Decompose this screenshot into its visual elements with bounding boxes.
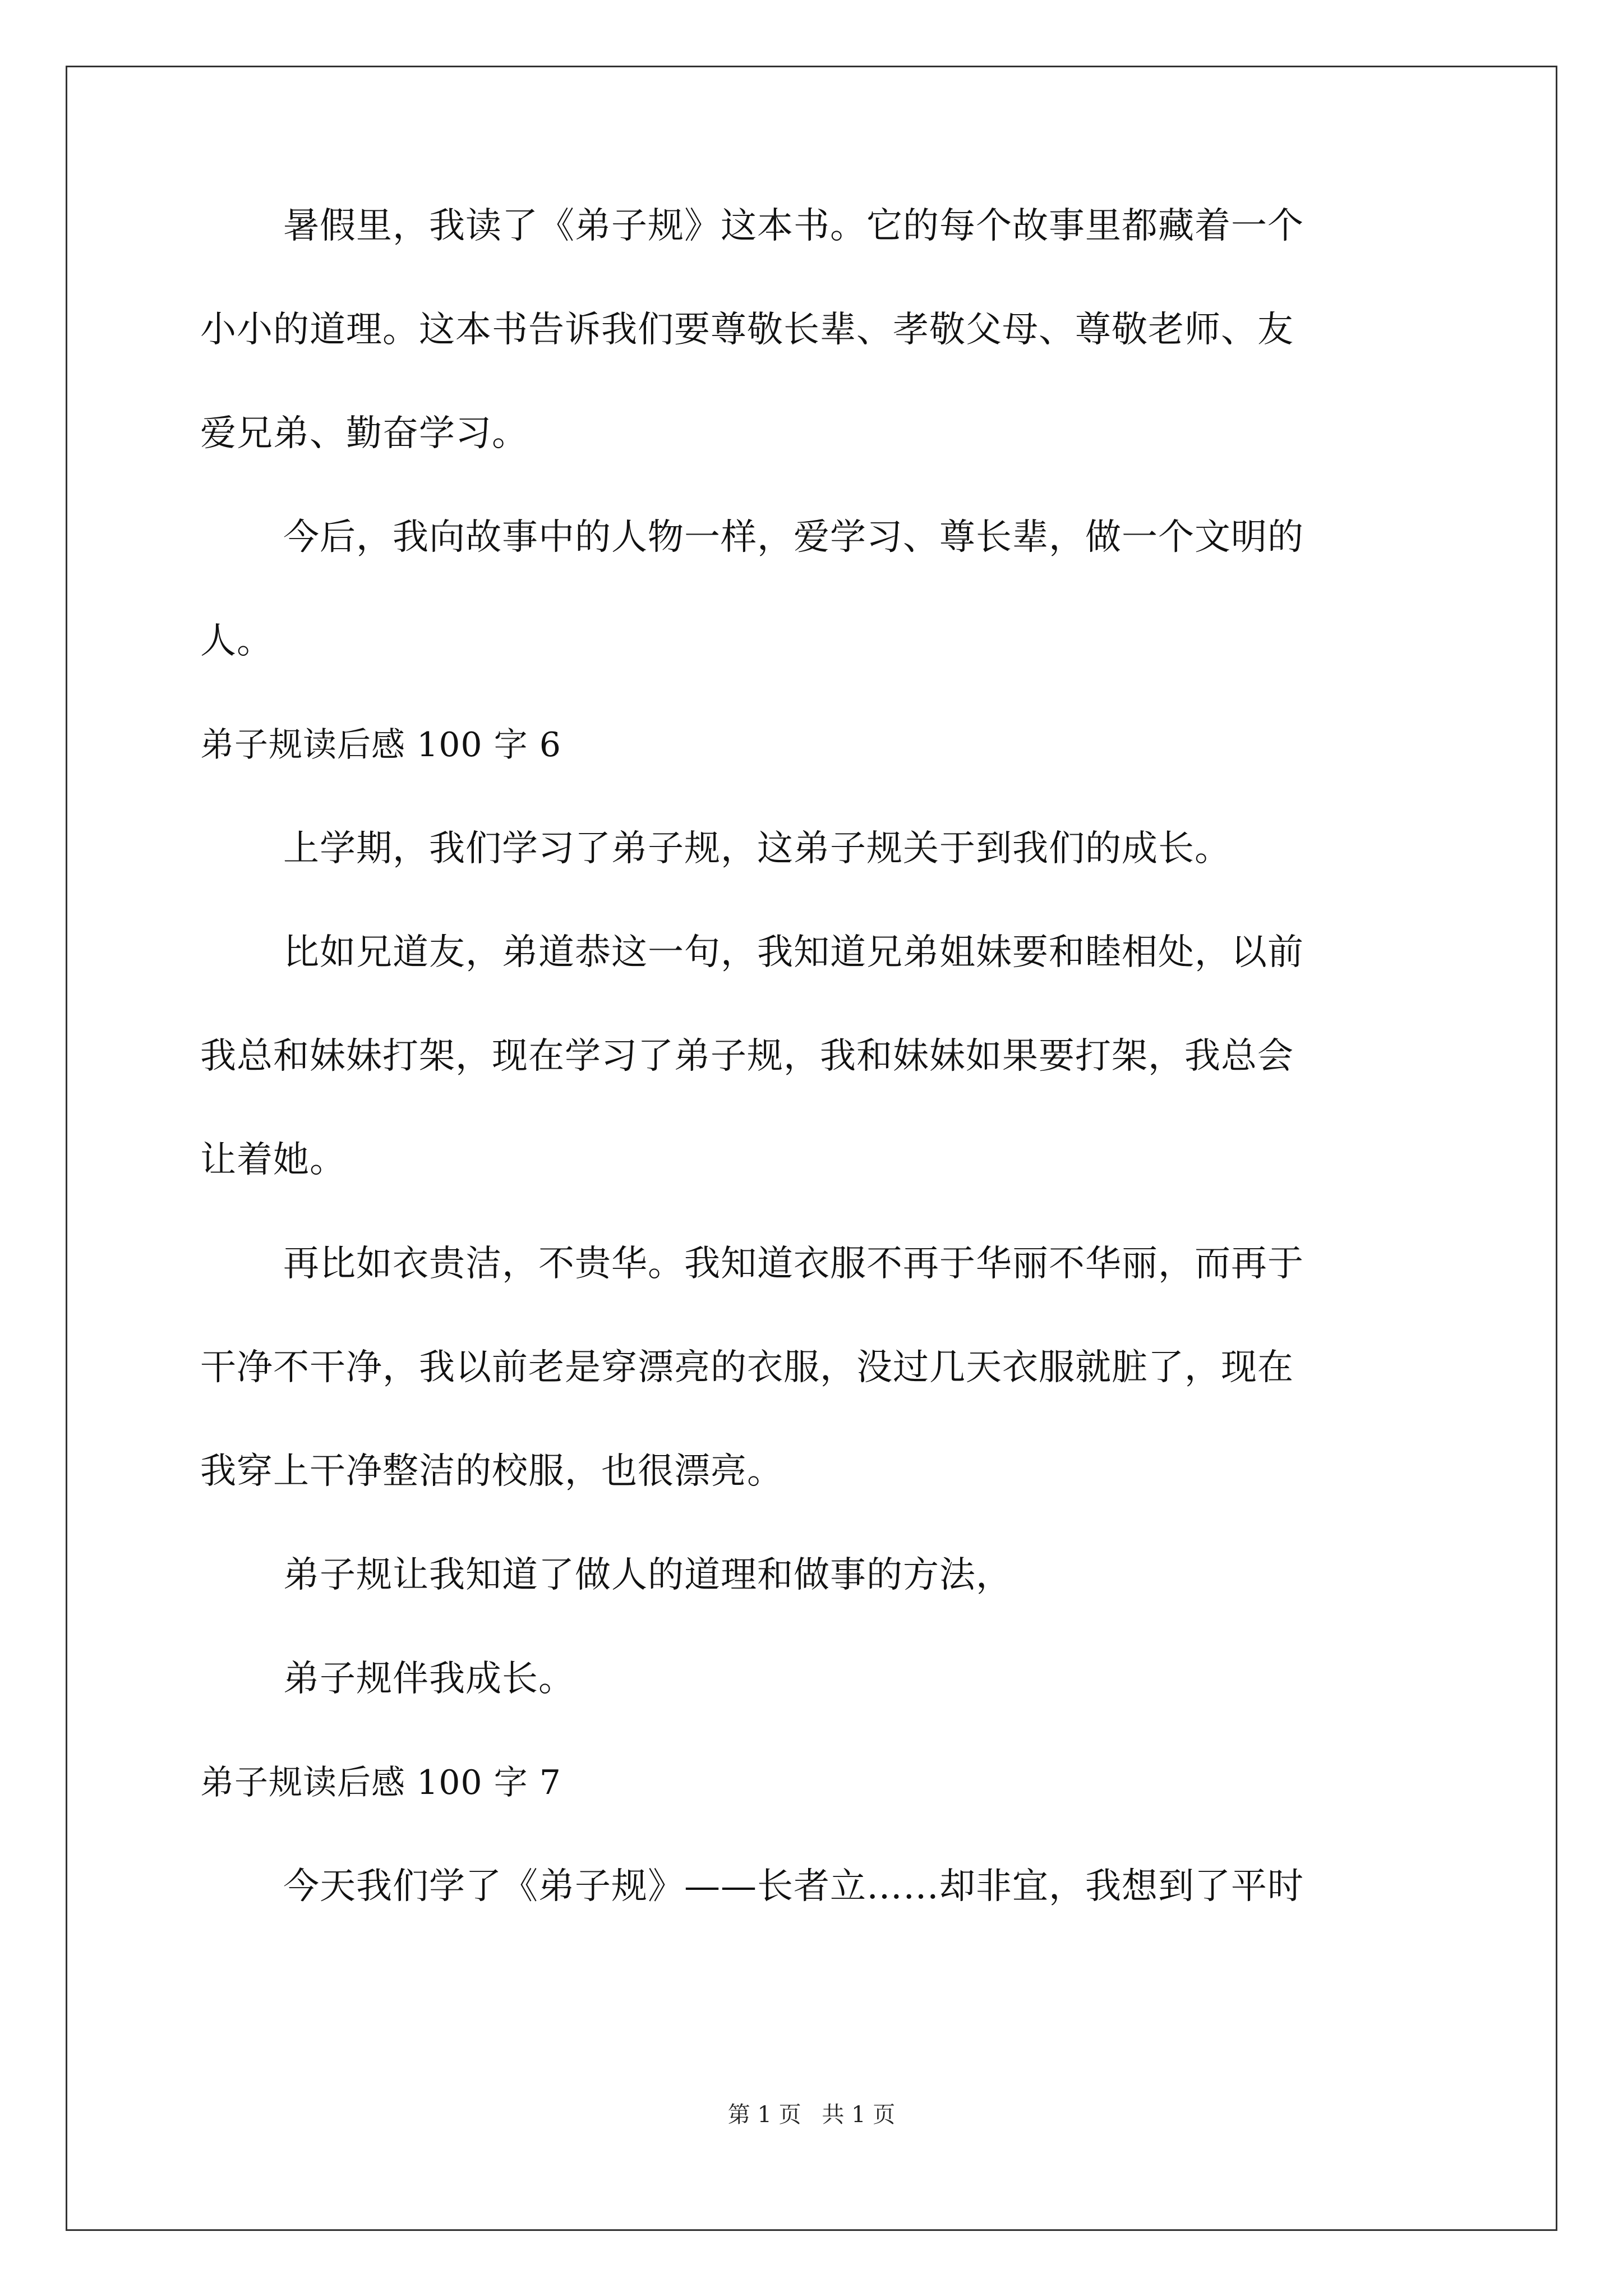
paragraph-4-line-1: 比如兄道友，弟道恭这一句，我知道兄弟姐妹要和睦相处，以前 (283, 932, 1304, 973)
paragraph-6-line-1: 弟子规让我知道了做人的道理和做事的方法， (283, 1554, 1012, 1596)
page-number-total: 共 1 页 (822, 2102, 896, 2128)
paragraph-1-line-2: 小小的道理。这本书告诉我们要尊敬长辈、孝敬父母、尊敬老师、友 (200, 309, 1294, 351)
paragraph-8-line-1: 今天我们学了《弟子规》——长者立……却非宜，我想到了平时 (283, 1866, 1304, 1907)
paragraph-2-line-1: 今后，我向故事中的人物一样，爱学习、尊长辈，做一个文明的 (283, 517, 1304, 558)
paragraph-2-line-2: 人。 (200, 620, 273, 662)
section-heading-7: 弟子规读后感 100 字 7 (200, 1763, 561, 1802)
paragraph-5-line-2: 干净不干净，我以前老是穿漂亮的衣服，没过几天衣服就脏了，现在 (200, 1347, 1294, 1388)
paragraph-4-line-2: 我总和妹妹打架，现在学习了弟子规，我和妹妹如果要打架，我总会 (200, 1036, 1294, 1077)
paragraph-5-line-1: 再比如衣贵洁，不贵华。我知道衣服不再于华丽不华丽，而再于 (283, 1243, 1304, 1285)
paragraph-1-line-3: 爱兄弟、勤奋学习。 (200, 413, 528, 454)
paragraph-7-line-1: 弟子规伴我成长。 (283, 1658, 575, 1700)
page-footer (0, 2101, 1623, 2129)
paragraph-1-line-1: 暑假里，我读了《弟子规》这本书。它的每个故事里都藏着一个 (283, 205, 1304, 247)
paragraph-4-line-3: 让着她。 (200, 1139, 346, 1181)
page-number-current: 第 1 页 (727, 2102, 801, 2128)
paragraph-3-line-1: 上学期，我们学习了弟子规，这弟子规关于到我们的成长。 (283, 828, 1231, 869)
paragraph-5-line-3: 我穿上干净整洁的校服，也很漂亮。 (200, 1451, 783, 1492)
section-heading-6: 弟子规读后感 100 字 6 (200, 725, 561, 765)
